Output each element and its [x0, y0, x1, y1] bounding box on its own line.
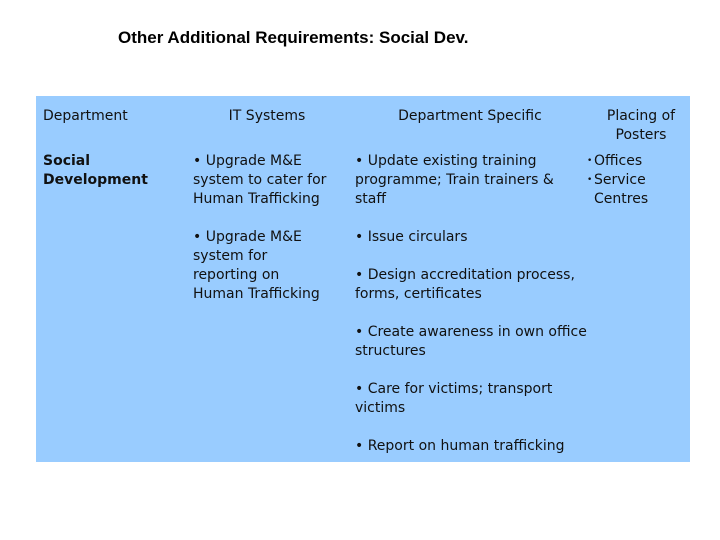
slide-title: Other Additional Requirements: Social Dev.	[118, 28, 469, 47]
header-it-systems: IT Systems	[228, 108, 306, 124]
department-specific-item: • Report on human trafficking	[355, 438, 565, 454]
department-specific-item: • Create awareness in own office structures	[355, 324, 587, 359]
department-specific-item: • Design accreditation process, forms, certificates	[355, 267, 575, 302]
bullet-icon: •	[587, 156, 593, 166]
bullet-icon: •	[587, 175, 593, 185]
header-placing-of-posters: Placing of Posters	[606, 108, 676, 143]
poster-location-item	[587, 171, 690, 209]
it-system-item: • Upgrade M&E system to cater for Human Trafficking	[193, 153, 327, 207]
department-specific-item: • Update existing training programme; Train trainers & staff	[355, 153, 554, 207]
department-name: Social Development	[43, 153, 148, 188]
posters-list	[587, 152, 690, 209]
requirements-table	[36, 96, 690, 462]
poster-location-item	[587, 152, 690, 171]
header-department: Department	[43, 108, 128, 124]
header-department-specific: Department Specific	[398, 108, 542, 124]
department-specific-item: • Issue circulars	[355, 229, 468, 245]
department-specific-item: • Care for victims; transport victims	[355, 381, 553, 416]
poster-location-label: Offices	[594, 153, 643, 169]
it-system-item: • Upgrade M&E system for reporting on Human Trafficking	[193, 229, 320, 302]
poster-location-label: Service Centres	[594, 172, 649, 207]
